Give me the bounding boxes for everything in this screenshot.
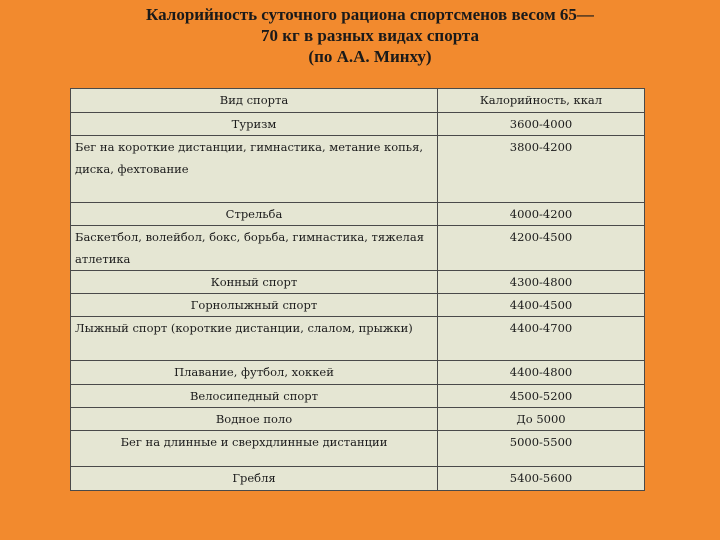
calories-cell: 4000-4200 — [438, 203, 645, 226]
slide-title — [60, 4, 680, 67]
sport-cell: Туризм — [71, 113, 438, 136]
sport-cell: Водное поло — [71, 408, 438, 431]
calories-cell: 4400-4800 — [438, 361, 645, 385]
title-line-1: Калорийность суточного рациона спортсменов весом 65— — [146, 5, 594, 24]
table-row — [71, 431, 645, 467]
sport-cell: Велосипедный спорт — [71, 385, 438, 408]
sport-cell: Гребля — [71, 467, 438, 491]
table-row — [71, 467, 645, 491]
sport-cell: Бег на длинные и сверхдлинные дистанции — [71, 431, 438, 467]
calories-cell: 4400-4500 — [438, 294, 645, 317]
table-row — [71, 408, 645, 431]
sport-cell: Горнолыжный спорт — [71, 294, 438, 317]
title-line-2: 70 кг в разных видах спорта — [260, 26, 479, 45]
calorie-table — [70, 88, 645, 491]
table-row — [71, 113, 645, 136]
calories-cell: 5000-5500 — [438, 431, 645, 467]
calories-cell: 5400-5600 — [438, 467, 645, 491]
table-row — [71, 385, 645, 408]
table-row — [71, 294, 645, 317]
calories-cell: 4300-4800 — [438, 271, 645, 294]
header-calories: Калорийность, ккал — [438, 89, 645, 113]
calories-cell: 4200-4500 — [438, 226, 645, 271]
calories-cell: 3600-4000 — [438, 113, 645, 136]
calories-cell: До 5000 — [438, 408, 645, 431]
table-row — [71, 361, 645, 385]
table-row — [71, 317, 645, 361]
sport-cell: Баскетбол, волейбол, бокс, борьба, гимнастика, тяжелая атлетика — [71, 226, 438, 271]
sport-cell: Стрельба — [71, 203, 438, 226]
sport-cell: Лыжный спорт (короткие дистанции, слалом, прыжки) — [71, 317, 438, 361]
calories-cell: 4400-4700 — [438, 317, 645, 361]
table-row — [71, 271, 645, 294]
calories-cell: 3800-4200 — [438, 136, 645, 203]
sport-cell: Бег на короткие дистанции, гимнастика, метание копья, диска, фехтование — [71, 136, 438, 203]
calories-cell: 4500-5200 — [438, 385, 645, 408]
sport-cell: Конный спорт — [71, 271, 438, 294]
table-row — [71, 136, 645, 203]
title-line-3: (по А.А. Минху) — [308, 47, 432, 66]
table-header-row — [71, 89, 645, 113]
table-row — [71, 226, 645, 271]
header-sport: Вид спорта — [71, 89, 438, 113]
sport-cell: Плавание, футбол, хоккей — [71, 361, 438, 385]
table-row — [71, 203, 645, 226]
